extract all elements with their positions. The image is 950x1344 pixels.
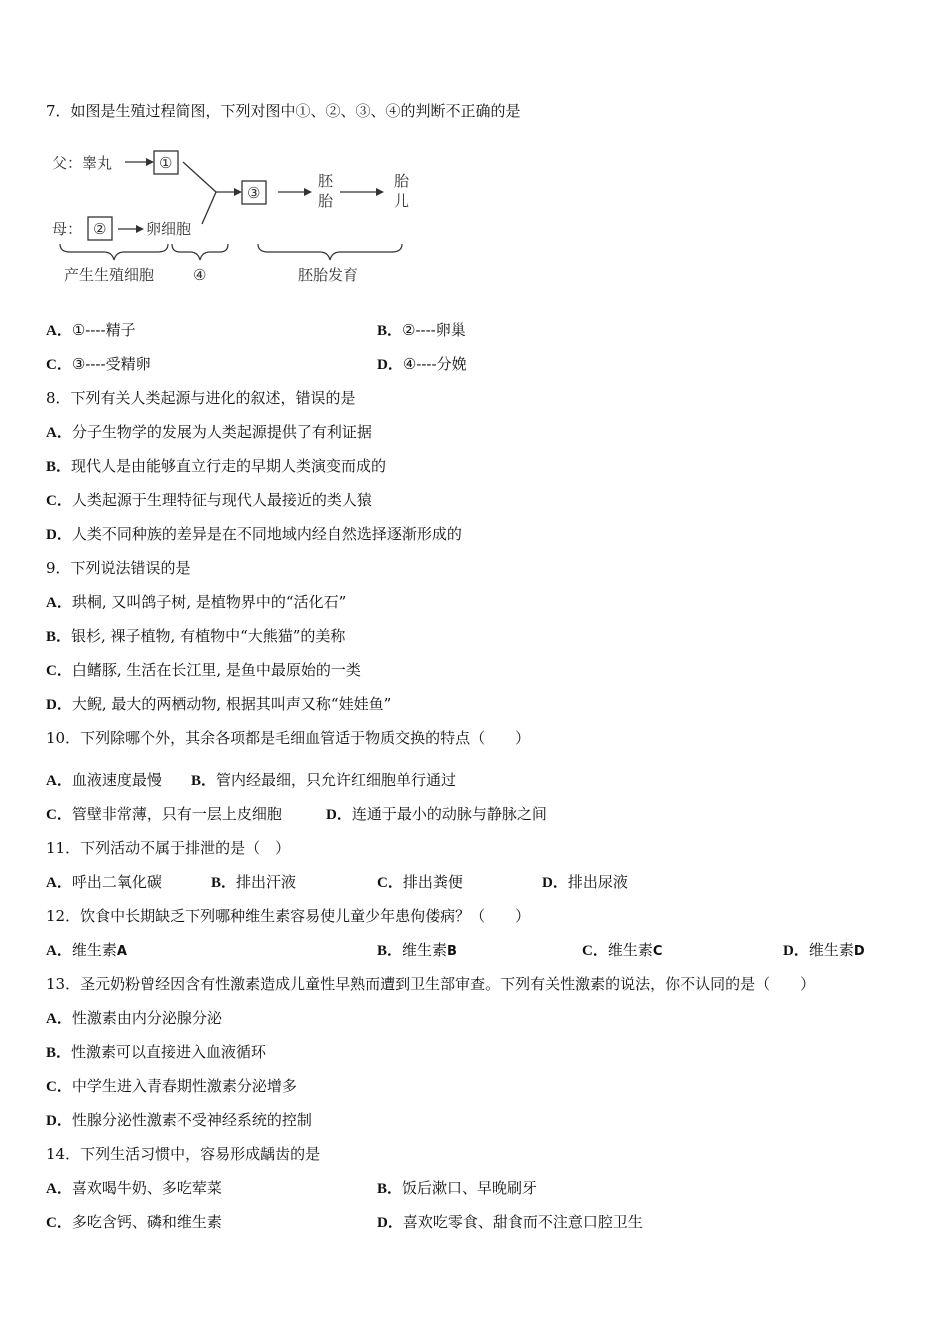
- diagram-box-1-label: ①: [159, 154, 173, 172]
- q14-option-a[interactable]: A．喜欢喝牛奶、多吃荤菜: [46, 1179, 222, 1197]
- diagram-bracket-3: [258, 244, 402, 260]
- q8-option-c[interactable]: C．人类起源于生理特征与现代人最接近的类人猿: [46, 491, 372, 509]
- q9-option-d[interactable]: D．大鲵, 最大的两栖动物, 根据其叫声又称“娃娃鱼”: [46, 695, 392, 713]
- q8-option-d[interactable]: D．人类不同种族的差异是在不同地域内经自然选择逐渐形成的: [46, 525, 462, 543]
- q11-option-a[interactable]: A．呼出二氧化碳: [46, 873, 162, 891]
- q10-option-a[interactable]: A．血液速度最慢: [46, 771, 162, 789]
- q10-option-b[interactable]: B．管内经最细，只允许红细胞单行通过: [191, 771, 457, 789]
- q7-option-b[interactable]: B．②----卵巢: [377, 321, 466, 339]
- q14-option-c[interactable]: C．多吃含钙、磷和维生素: [46, 1213, 222, 1231]
- q14-option-d[interactable]: D．喜欢吃零食、甜食而不注意口腔卫生: [377, 1213, 643, 1231]
- question-12-stem: 12．饮食中长期缺乏下列哪种维生素容易使儿童少年患佝偻病？（ ）: [46, 907, 531, 925]
- q13-option-a[interactable]: A．性激素由内分泌腺分泌: [46, 1009, 222, 1027]
- question-14-stem: 14．下列生活习惯中，容易形成龋齿的是: [46, 1145, 321, 1163]
- diagram-embryo-1: 胚: [318, 172, 334, 190]
- q9-option-a[interactable]: A．珙桐, 又叫鸽子树, 是植物界中的“活化石”: [46, 593, 347, 611]
- q13-option-b[interactable]: B．性激素可以直接进入血液循环: [46, 1043, 267, 1061]
- q11-option-b[interactable]: B．排出汗液: [211, 873, 297, 891]
- q11-option-c[interactable]: C．排出粪便: [377, 873, 463, 891]
- diagram-fetus-1: 胎: [394, 172, 410, 190]
- question-13-stem: 13．圣元奶粉曾经因含有性激素造成儿童性早熟而遭到卫生部审查。下列有关性激素的说法，你不认同的是（ ）: [46, 975, 816, 993]
- diagram-bracket-1-label: 产生生殖细胞: [64, 266, 155, 284]
- question-11-stem: 11．下列活动不属于排泄的是（ ）: [46, 839, 291, 857]
- q7-option-c[interactable]: C．③----受精卵: [46, 355, 151, 373]
- q10-option-c[interactable]: C．管壁非常薄，只有一层上皮细胞: [46, 805, 282, 823]
- q8-option-b[interactable]: B．现代人是由能够直立行走的早期人类演变而成的: [46, 457, 387, 475]
- diagram-bracket-3-label: 胚胎发育: [298, 266, 359, 284]
- q10-option-d[interactable]: D．连通于最小的动脉与静脉之间: [326, 805, 547, 823]
- q9-option-b[interactable]: B．银杉, 裸子植物, 有植物中“大熊猫”的美称: [46, 627, 346, 645]
- question-9-stem: 9．下列说法错误的是: [46, 559, 191, 577]
- diagram-father-label: 父：睾丸: [52, 154, 113, 172]
- q12-option-b[interactable]: B．维生素B: [377, 941, 457, 959]
- q7-option-d[interactable]: D．④----分娩: [377, 355, 467, 373]
- q12-option-d[interactable]: D．维生素D: [783, 941, 865, 959]
- question-7-stem: 7．如图是生殖过程简图，下列对图中①、②、③、④的判断不正确的是: [46, 102, 521, 120]
- q9-option-c[interactable]: C．白鳍豚, 生活在长江里, 是鱼中最原始的一类: [46, 661, 361, 679]
- diagram-bracket-1: [60, 244, 168, 260]
- question-8-stem: 8．下列有关人类起源与进化的叙述，错误的是: [46, 389, 356, 407]
- q14-option-b[interactable]: B．饭后漱口、早晚刷牙: [377, 1179, 538, 1197]
- q12-option-a[interactable]: A．维生素A: [46, 941, 127, 959]
- q8-option-a[interactable]: A．分子生物学的发展为人类起源提供了有利证据: [46, 423, 372, 441]
- q13-option-d[interactable]: D．性腺分泌性激素不受神经系统的控制: [46, 1111, 312, 1129]
- diagram-box-3-label: ③: [247, 184, 261, 202]
- q7-option-a[interactable]: A．①----精子: [46, 321, 136, 339]
- question-10-stem: 10．下列除哪个外，其余各项都是毛细血管适于物质交换的特点（ ）: [46, 729, 531, 747]
- diagram-mother-label: 母：: [52, 220, 83, 238]
- diagram-egg-label: 卵细胞: [146, 220, 192, 238]
- diagram-bracket-2-label: ④: [193, 266, 207, 284]
- diagram-embryo-2: 胎: [318, 192, 334, 210]
- diagram-bracket-2: [172, 244, 228, 260]
- q12-option-c[interactable]: C．维生素C: [582, 941, 663, 959]
- diagram-box-2-label: ②: [93, 220, 107, 238]
- q13-option-c[interactable]: C．中学生进入青春期性激素分泌增多: [46, 1077, 297, 1095]
- reproduction-diagram: [50, 140, 430, 290]
- q11-option-d[interactable]: D．排出尿液: [542, 873, 628, 891]
- diagram-fetus-2: 儿: [394, 192, 410, 210]
